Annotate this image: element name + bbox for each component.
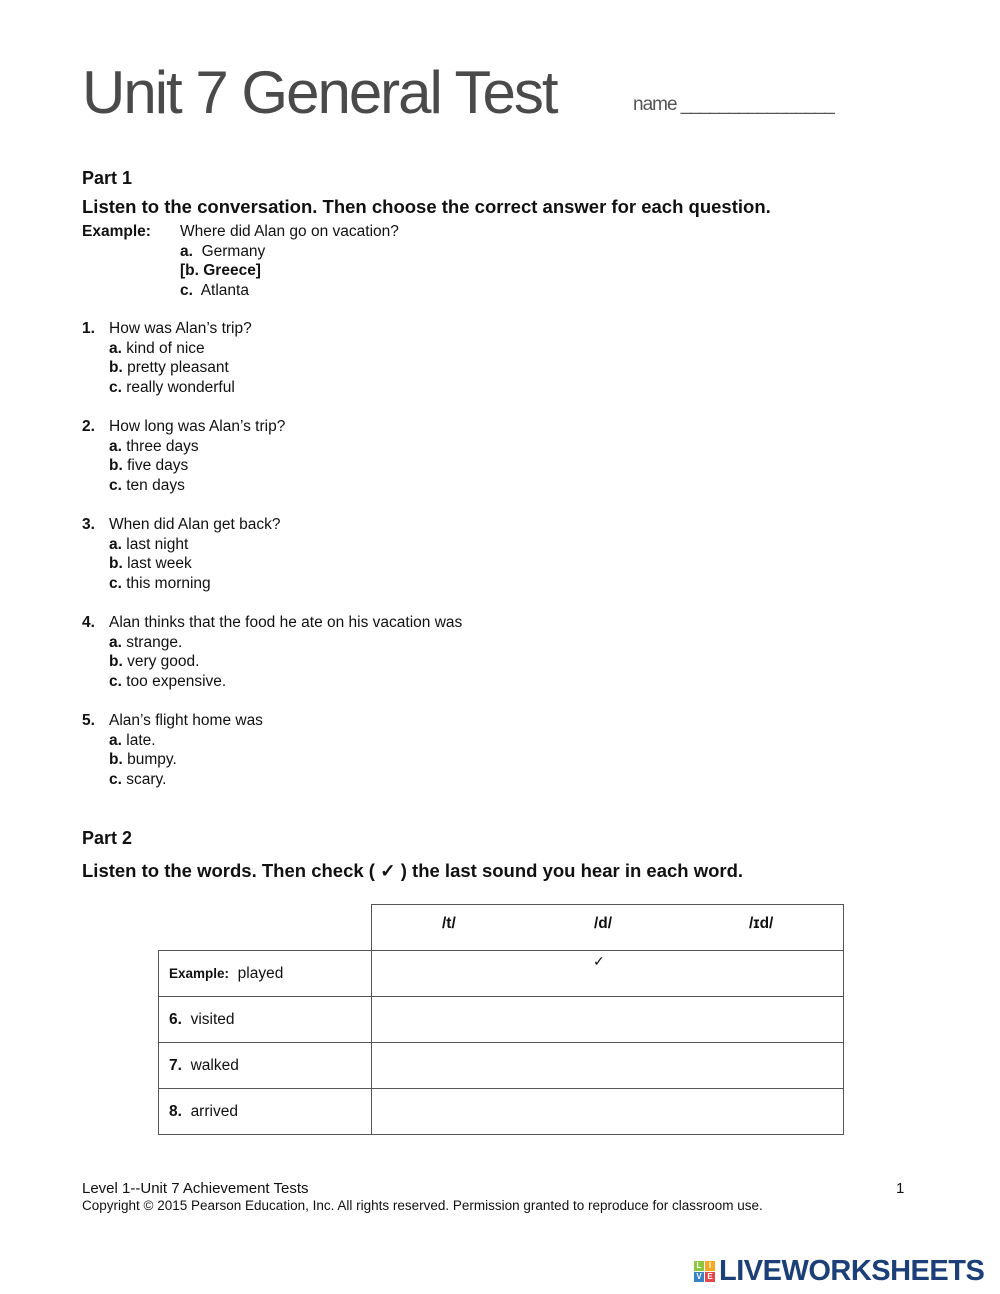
table-row: 6. visited bbox=[159, 997, 844, 1043]
logo-letter-square: E bbox=[705, 1272, 715, 1282]
answer-option[interactable]: c. really wonderful bbox=[109, 378, 235, 396]
question-text: Alan thinks that the food he ate on his vacation was bbox=[109, 614, 463, 631]
table-row: Example: played ✓ bbox=[159, 951, 844, 997]
table-header-row bbox=[159, 905, 844, 951]
part1-instruction: Listen to the conversation. Then choose the correct answer for each question. bbox=[82, 196, 771, 217]
answer-option[interactable]: a. three days bbox=[109, 437, 199, 455]
question-number: 5. bbox=[82, 712, 95, 729]
table-row: 7. walked bbox=[159, 1043, 844, 1089]
logo-squares-icon bbox=[694, 1261, 715, 1282]
question-text: How long was Alan’s trip? bbox=[109, 418, 286, 435]
logo-letter-square: V bbox=[694, 1272, 704, 1282]
answer-option[interactable]: a. late. bbox=[109, 731, 156, 749]
answer-option[interactable]: b. five days bbox=[109, 457, 189, 475]
question-1 bbox=[82, 319, 252, 397]
column-header-t: /t/ bbox=[442, 915, 456, 932]
page-number: 1 bbox=[896, 1180, 905, 1197]
logo-letter-square: I bbox=[705, 1261, 715, 1271]
sound-check-table bbox=[158, 904, 844, 1135]
footer-title: Level 1--Unit 7 Achievement Tests bbox=[82, 1180, 309, 1197]
example-question: Where did Alan go on vacation? bbox=[180, 223, 399, 240]
answer-option[interactable]: c. too expensive. bbox=[109, 672, 227, 690]
part2-instruction: Listen to the words. Then check ( ✓ ) the last sound you hear in each word. bbox=[82, 860, 744, 881]
answer-option[interactable]: c. this morning bbox=[109, 574, 211, 592]
question-text: How was Alan’s trip? bbox=[109, 320, 252, 337]
answer-option[interactable]: a. last night bbox=[109, 535, 189, 553]
answer-cells[interactable] bbox=[372, 1089, 844, 1135]
question-3 bbox=[82, 515, 280, 593]
question-number: 2. bbox=[82, 418, 95, 435]
column-header-id: /ɪd/ bbox=[749, 915, 774, 932]
question-text: When did Alan get back? bbox=[109, 516, 281, 533]
question-2 bbox=[82, 417, 285, 495]
column-header-d: /d/ bbox=[594, 915, 613, 932]
question-number: 1. bbox=[82, 320, 95, 337]
part1-heading: Part 1 bbox=[82, 168, 133, 188]
example-option: c. Atlanta bbox=[180, 281, 249, 299]
liveworksheets-logo: L I V E LIVEWORKSHEETS bbox=[694, 1255, 984, 1288]
part2-heading: Part 2 bbox=[82, 828, 133, 848]
copyright: Copyright © 2015 Pearson Education, Inc. All rights reserved. Permission granted to reproduce for classroom use. bbox=[82, 1198, 763, 1213]
logo-letter-square: L bbox=[694, 1261, 704, 1271]
answer-option[interactable]: b. very good. bbox=[109, 653, 200, 671]
question-4 bbox=[82, 613, 462, 691]
answer-cells[interactable] bbox=[372, 997, 844, 1043]
name-field-label[interactable]: name ________________ bbox=[633, 94, 834, 115]
example-block bbox=[82, 222, 399, 300]
check-mark-icon: ✓ bbox=[593, 953, 605, 969]
question-number: 3. bbox=[82, 516, 95, 533]
answer-option[interactable]: b. last week bbox=[109, 555, 192, 573]
answer-cells[interactable] bbox=[372, 951, 844, 997]
question-text: Alan’s flight home was bbox=[109, 712, 263, 729]
page-title: Unit 7 General Test bbox=[82, 59, 557, 126]
answer-option[interactable]: a. kind of nice bbox=[109, 339, 205, 357]
answer-option[interactable]: c. ten days bbox=[109, 476, 185, 494]
example-option-answer: [b. Greece] bbox=[180, 262, 261, 280]
answer-option[interactable]: b. pretty pleasant bbox=[109, 359, 229, 377]
table-row: 8. arrived bbox=[159, 1089, 844, 1135]
question-5 bbox=[82, 711, 263, 789]
answer-option[interactable]: b. bumpy. bbox=[109, 751, 177, 769]
example-label: Example: bbox=[82, 223, 151, 240]
answer-option[interactable]: c. scary. bbox=[109, 770, 167, 788]
answer-cells[interactable] bbox=[372, 1043, 844, 1089]
question-number: 4. bbox=[82, 614, 95, 631]
answer-option[interactable]: a. strange. bbox=[109, 633, 183, 651]
example-option: a. Germany bbox=[180, 242, 266, 260]
